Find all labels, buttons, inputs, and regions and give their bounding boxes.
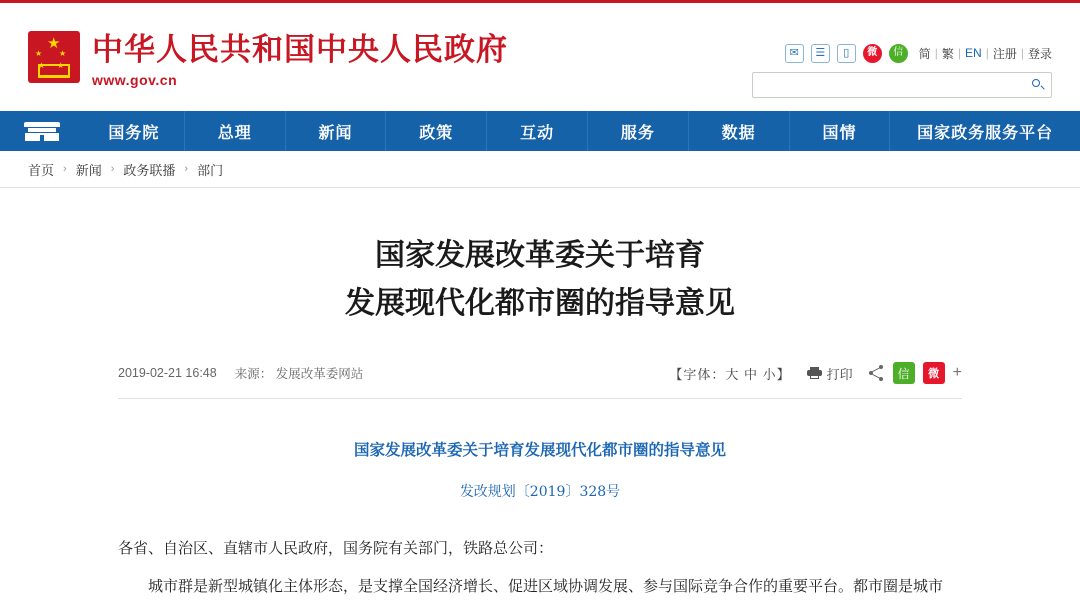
page-body [0,188,1080,601]
site-title: 中华人民共和国中央人民政府 [92,32,508,68]
share-more-icon[interactable]: + [952,364,962,381]
nav-item-zhengce[interactable]: 政策 [385,111,486,151]
font-size-label: 【字体： [669,366,726,382]
site-brand[interactable] [28,31,508,88]
article-paragraph-2: 城市群是新型城镇化主体形态，是支撑全国经济增长、促进区域协调发展、参与国际竞争合作的重要平台。都市圈是城市 [148,577,944,595]
link-separator: | [985,46,989,60]
nav-home-button[interactable] [0,111,84,151]
breadcrumb [0,151,1080,188]
link-separator: | [1020,46,1024,60]
printer-icon [807,367,822,379]
article [100,188,980,601]
mail-icon[interactable]: ✉ [785,44,804,63]
source-value: 发展改革委网站 [275,367,364,381]
header-utilities [752,43,1052,98]
weibo-icon[interactable]: 微 [863,44,882,63]
login-link[interactable]: 登录 [1027,46,1052,61]
header-link-group [919,45,1052,62]
nav-item-xinwen[interactable]: 新闻 [285,111,386,151]
wechat-icon[interactable]: 信 [889,44,908,63]
font-size-control[interactable] [669,364,790,383]
document-number: 发改规划〔2019〕328号 [459,484,621,500]
nav-item-zongli[interactable]: 总理 [184,111,285,151]
article-meta-right [669,362,962,384]
site-url: www.gov.cn [92,72,178,88]
article-title-line-1: 国家发展改革委关于培育 [375,238,705,273]
share-group [869,362,962,384]
nav-item-government-service-platform[interactable]: 国家政务服务平台 [889,111,1080,151]
message-icon[interactable]: ☰ [811,44,830,63]
lang-traditional-link[interactable]: 繁 [941,46,954,61]
article-body [100,399,980,601]
page-title [100,188,980,328]
article-paragraph-1: 各省、自治区、直辖市人民政府，国务院有关部门，铁路总公司： [118,539,554,557]
article-title-line-2: 发展现代化都市圈的指导意见 [345,286,735,321]
font-size-close: 】 [776,366,791,382]
article-meta [118,362,962,399]
breadcrumb-separator: › [110,163,115,175]
search-box[interactable] [752,72,1052,98]
font-size-options[interactable]: 大 中 小 [725,366,777,382]
print-label: 打印 [826,366,853,382]
breadcrumb-item-home[interactable]: 首页 [28,162,55,178]
share-wechat-icon[interactable]: 信 [893,362,915,384]
link-separator: | [934,46,938,60]
national-emblem-icon: ★ ★ ★ ★ ★ [28,31,80,83]
register-link[interactable]: 注册 [992,46,1017,61]
nav-item-list [84,111,1080,151]
tiananmen-icon [22,120,62,142]
lang-english-link[interactable]: EN [965,46,982,60]
share-weibo-icon[interactable]: 微 [923,362,945,384]
breadcrumb-separator: › [63,163,67,175]
main-navigation [0,111,1080,151]
article-meta-left [118,364,363,382]
nav-item-guoqing[interactable]: 国情 [789,111,890,151]
publish-date: 2019-02-21 16:48 [118,366,217,380]
nav-item-hudong[interactable]: 互动 [486,111,587,151]
site-header [0,0,1080,111]
breadcrumb-separator: › [184,163,189,175]
search-icon[interactable] [1031,78,1045,92]
share-icon[interactable] [869,365,885,381]
lang-simplified-link[interactable]: 简 [918,46,931,61]
document-title: 国家发展改革委关于培育发展现代化都市圈的指导意见 [353,441,726,459]
breadcrumb-item-government-broadcast[interactable]: 政务联播 [123,162,176,178]
nav-item-fuwu[interactable]: 服务 [587,111,688,151]
nav-item-guowuyuan[interactable]: 国务院 [108,122,160,142]
search-input[interactable] [759,77,1031,93]
article-source [235,364,364,382]
source-label: 来源： [234,367,273,381]
nav-item-shuju[interactable]: 数据 [688,111,789,151]
breadcrumb-item-news[interactable]: 新闻 [75,162,102,178]
link-separator: | [957,46,962,60]
print-button[interactable] [807,364,853,383]
mobile-icon[interactable]: ▯ [837,44,856,63]
header-icon-row [752,43,1052,63]
breadcrumb-item-department[interactable]: 部门 [197,162,224,178]
